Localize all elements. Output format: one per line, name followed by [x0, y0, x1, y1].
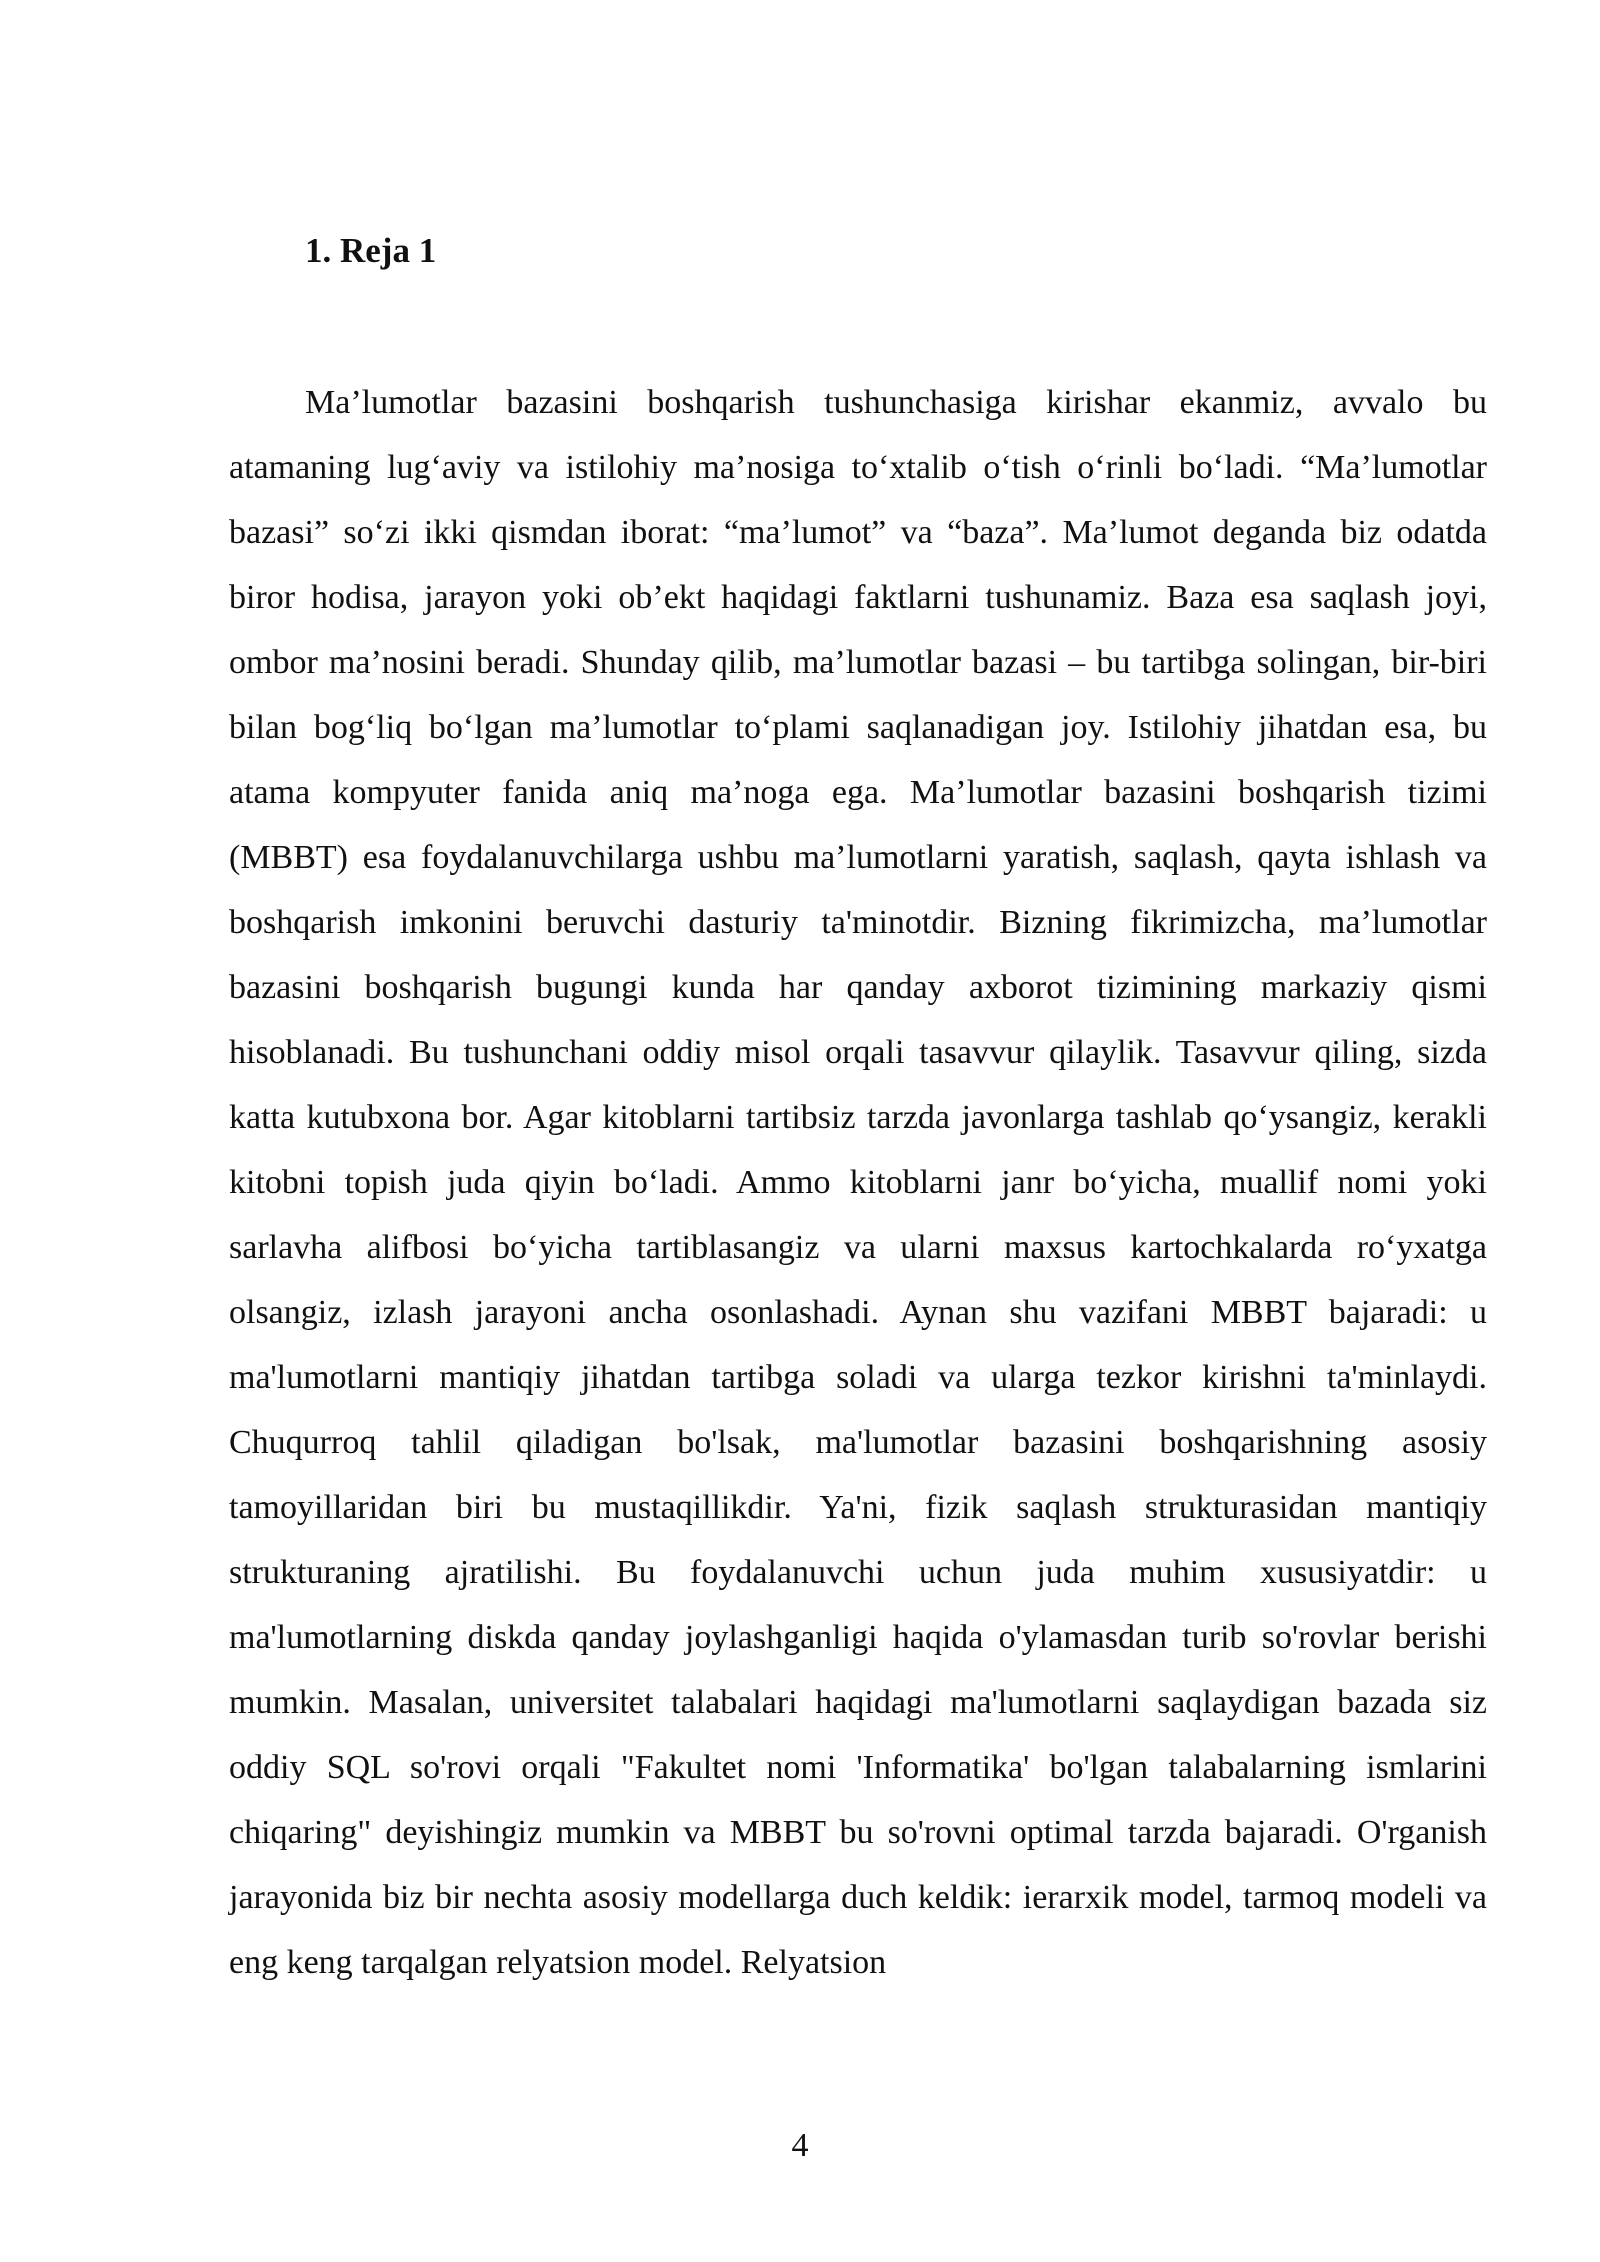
page-number: 4: [791, 2127, 809, 2164]
section-heading: 1. Reja 1: [305, 231, 437, 270]
body-paragraph: Ma’lumotlar bazasini boshqarish tushunchasiga kirishar ekanmiz, avvalo bu atamaning lugʻaviy va istilohiy ma’nosiga toʻxtalib oʻtish oʻrinli boʻladi. “Ma’lumotlar bazasi” soʻzi ikki qismdan iborat: “ma’lumot” va “baza”. Ma’lumot deganda biz odatda biror hodisa, jarayon yoki ob’ekt haqidagi faktlarni tushunamiz. Baza esa saqlash joyi, ombor ma’nosini beradi. Shunday qilib, ma’lumotlar bazasi – bu tartibga solingan, bir-biri bilan bogʻliq boʻlgan ma’lumotlar toʻplami saqlanadigan joy. Istilohiy jihatdan esa, bu atama kompyuter fanida aniq ma’noga ega. Ma’lumotlar bazasini boshqarish tizimi (MBBT) esa foydalanuvchilarga ushbu ma’lumotlarni yaratish, saqlash, qayta ishlash va boshqarish imkonini beruvchi dasturiy ta'minotdir. Bizning fikrimizcha, ma’lumotlar bazasini boshqarish bugungi kunda har qanday axborot tizimining markaziy qismi hisoblanadi. Bu tushunchani oddiy misol orqali tasavvur qilaylik. Tasavvur qiling, sizda katta kutubxona bor. Agar kitoblarni tartibsiz tarzda javonlarga tashlab qoʻysangiz, kerakli kitobni topish juda qiyin boʻladi. Ammo kitoblarni janr boʻyicha, muallif nomi yoki sarlavha alifbosi boʻyicha tartiblasangiz va ularni maxsus kartochkalarda roʻyxatga olsangiz, izlash jarayoni ancha osonlashadi. Aynan shu vazifani MBBT bajaradi: u ma'lumotlarni mantiqiy jihatdan tartibga soladi va ularga tezkor kirishni ta'minlaydi. Chuqurroq tahlil qiladigan bo'lsak, ma'lumotlar bazasini boshqarishning asosiy tamoyillaridan biri bu mustaqillikdir. Ya'ni, fizik saqlash strukturasidan mantiqiy strukturaning ajratilishi. Bu foydalanuvchi uchun juda muhim xususiyatdir: u ma'lumotlarning diskda qanday joylashganligi haqida o'ylamasdan turib so'rovlar berishi mumkin. Masalan, universitet talabalari haqidagi ma'lumotlarni saqlaydigan bazada siz oddiy SQL so'rovi orqali "Fakultet nomi 'Informatika' bo'lgan talabalarning ismlarini chiqaring" deyishingiz mumkin va MBBT bu so'rovni optimal tarzda bajaradi. O'rganish jarayonida biz bir nechta asosiy modellarga duch keldik: ierarxik model, tarmoq modeli va eng keng tarqalgan relyatsion model. Relyatsion: [229, 384, 1487, 1981]
